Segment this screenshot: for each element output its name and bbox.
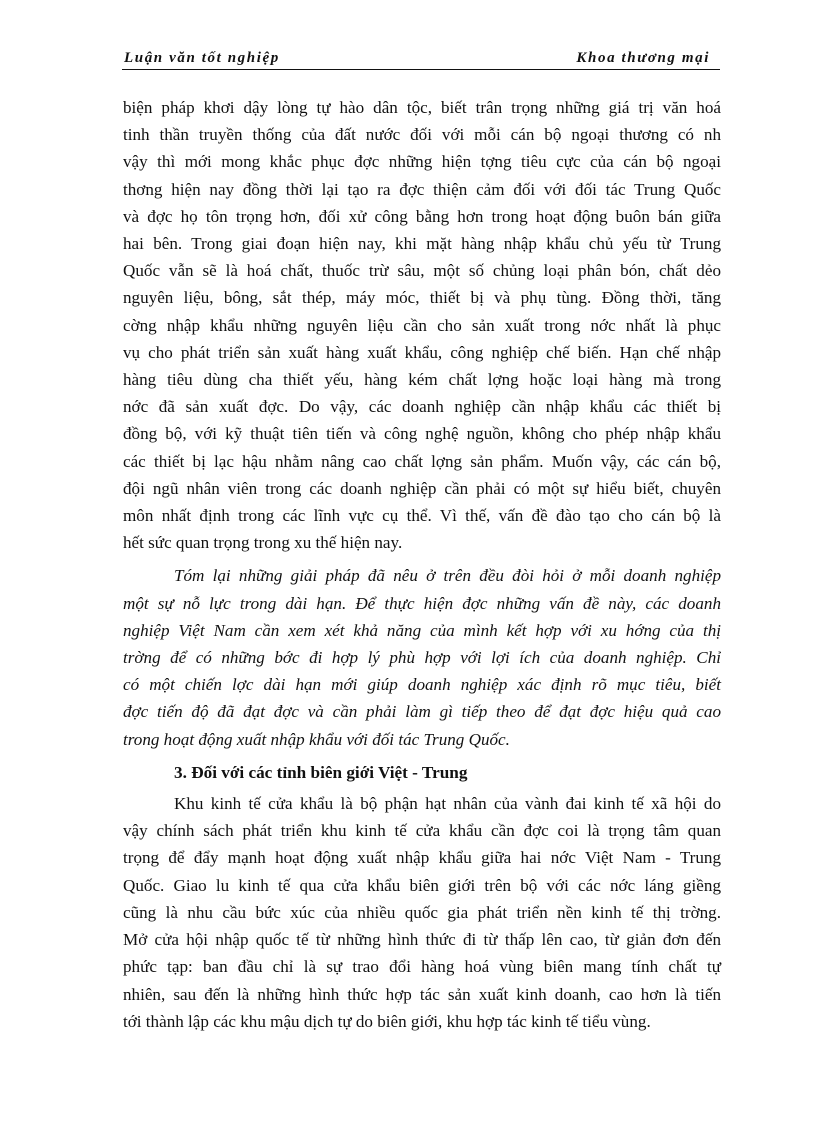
text-line: các thiết bị lạc hậu nhằm nâng cao chất lợng sản phẩm. Muốn vậy, các cán bộ, <box>123 451 721 471</box>
text-line: và đợc họ tôn trọng hơn, đối xử công bằng hơn trong hoạt động buôn bán giữa <box>123 206 721 226</box>
text-line: vậy chính sách phát triển khu kinh tế cửa khẩu cần đợc coi là trọng tâm quan <box>123 821 721 841</box>
text-line: môn nhất định trong các lĩnh vực cụ thể. Vì thế, vấn đề đào tạo cho cán bộ là <box>123 506 721 526</box>
header-thesis-title: Luận văn tốt nghiệp <box>124 50 280 66</box>
text-line: Khu kinh tế cửa khẩu là bộ phận hạt nhân của vành đai kinh tế xã hội do <box>174 794 721 814</box>
text-line: đồng bộ, với kỹ thuật tiên tiến và công nghệ nguồn, không cho phép nhập khẩu <box>123 424 721 444</box>
paragraph-solutions <box>123 94 721 556</box>
text-line: Mở cửa hội nhập quốc tế từ những hình thức đi từ thấp lên cao, từ giản đơn đến <box>123 930 721 950</box>
text-line: trong hoạt động xuất nhập khẩu với đối tác Trung Quốc. <box>123 729 510 749</box>
text-line: hàng tiêu dùng cha thiết yếu, hàng kém chất lợng hoặc loại hàng mà trong <box>123 370 721 390</box>
text-line: thơng hiện nay đồng thời lại tạo ra đợc thiện cảm đối với đối tác Trung Quốc <box>123 179 721 199</box>
text-line: trờng để có những bớc đi hợp lý phù hợp với lợi ích của doanh nghiệp. Chỉ <box>123 648 721 668</box>
text-line: Tóm lại những giải pháp đã nêu ở trên đều đòi hỏi ở mỗi doanh nghiệp <box>174 566 721 586</box>
text-line: trọng để đẩy mạnh hoạt động xuất nhập khẩu giữa hai nớc Việt Nam - Trung <box>123 848 721 868</box>
section-heading-3: 3. Đối với các tỉnh biên giới Việt - Trung <box>174 762 468 782</box>
text-line: hết sức quan trọng trong xu thế hiện nay. <box>123 533 403 553</box>
text-line: nguyên liệu, bông, sắt thép, máy móc, thiết bị và phụ tùng. Đồng thời, tăng <box>123 288 721 308</box>
text-line: vụ cho phát triển sản xuất hàng xuất khẩu, công nghiệp chế biến. Hạn chế nhập <box>123 342 721 362</box>
header-faculty: Khoa thương mại <box>576 50 710 66</box>
text-line: tới thành lập các khu mậu dịch tự do biên giới, khu hợp tác kinh tế tiểu vùng. <box>123 1011 651 1031</box>
text-line: phức tạp: ban đầu chỉ là sự trao đổi hàng hoá vùng biên mang tính chất tự <box>123 957 721 977</box>
text-line: đội ngũ nhân viên trong các doanh nghiệp cần phải có một sự hiểu biết, chuyên <box>123 478 721 498</box>
body-text <box>123 94 721 1035</box>
text-line: một sự nỗ lực trong dài hạn. Để thực hiện đợc những vấn đề này, các doanh <box>123 593 721 613</box>
text-line: vậy thì mới mong khắc phục đợc những hiện tợng tiêu cực của cán bộ ngoại <box>123 152 721 172</box>
text-line: biện pháp khơi dậy lòng tự hào dân tộc, biết trân trọng những giá trị văn hoá <box>123 98 721 117</box>
text-line: hai bên. Trong giai đoạn hiện nay, khi mặt hàng nhập khẩu chủ yếu từ Trung <box>123 234 721 254</box>
text-line: nớc đã sản xuất đợc. Do vậy, các doanh nghiệp cần nhập khẩu các thiết bị <box>123 397 721 417</box>
text-line: cũng là nhu cầu bức xúc của nhiều quốc gia phát triển nền kinh tế thị trờng. <box>123 902 721 922</box>
text-line: có một chiến lợc dài hạn mới giúp doanh nghiệp xác định rõ mục tiêu, biết <box>123 675 721 695</box>
paragraph-summary <box>123 562 721 752</box>
text-line: Quốc vẫn sẽ là hoá chất, thuốc trừ sâu, một số chủng loại phân bón, chất dẻo <box>123 261 721 281</box>
text-line: cờng nhập khẩu những nguyên liệu cần cho sản xuất trong nớc nhất là phục <box>123 315 721 335</box>
text-line: tinh thần truyền thống của đất nước đối với mỗi cán bộ ngoại thương có nh <box>123 125 721 145</box>
text-line: nhiên, sau đến là những hình thức hợp tác sản xuất kinh doanh, cao hơn là tiến <box>123 984 721 1004</box>
text-line: Quốc. Giao lu kinh tế qua cửa khẩu biên giới trên bộ với các nớc láng giềng <box>123 875 721 895</box>
text-line: nghiệp Việt Nam cần xem xét khả năng của mình kết hợp với xu hớng của thị <box>123 620 721 640</box>
page-header <box>122 50 720 70</box>
paragraph-border-provinces <box>123 790 721 1035</box>
text-line: đợc tiến độ đã đạt đợc và cần phải làm gì tiếp theo để đạt đợc hiệu quả cao <box>123 702 721 722</box>
